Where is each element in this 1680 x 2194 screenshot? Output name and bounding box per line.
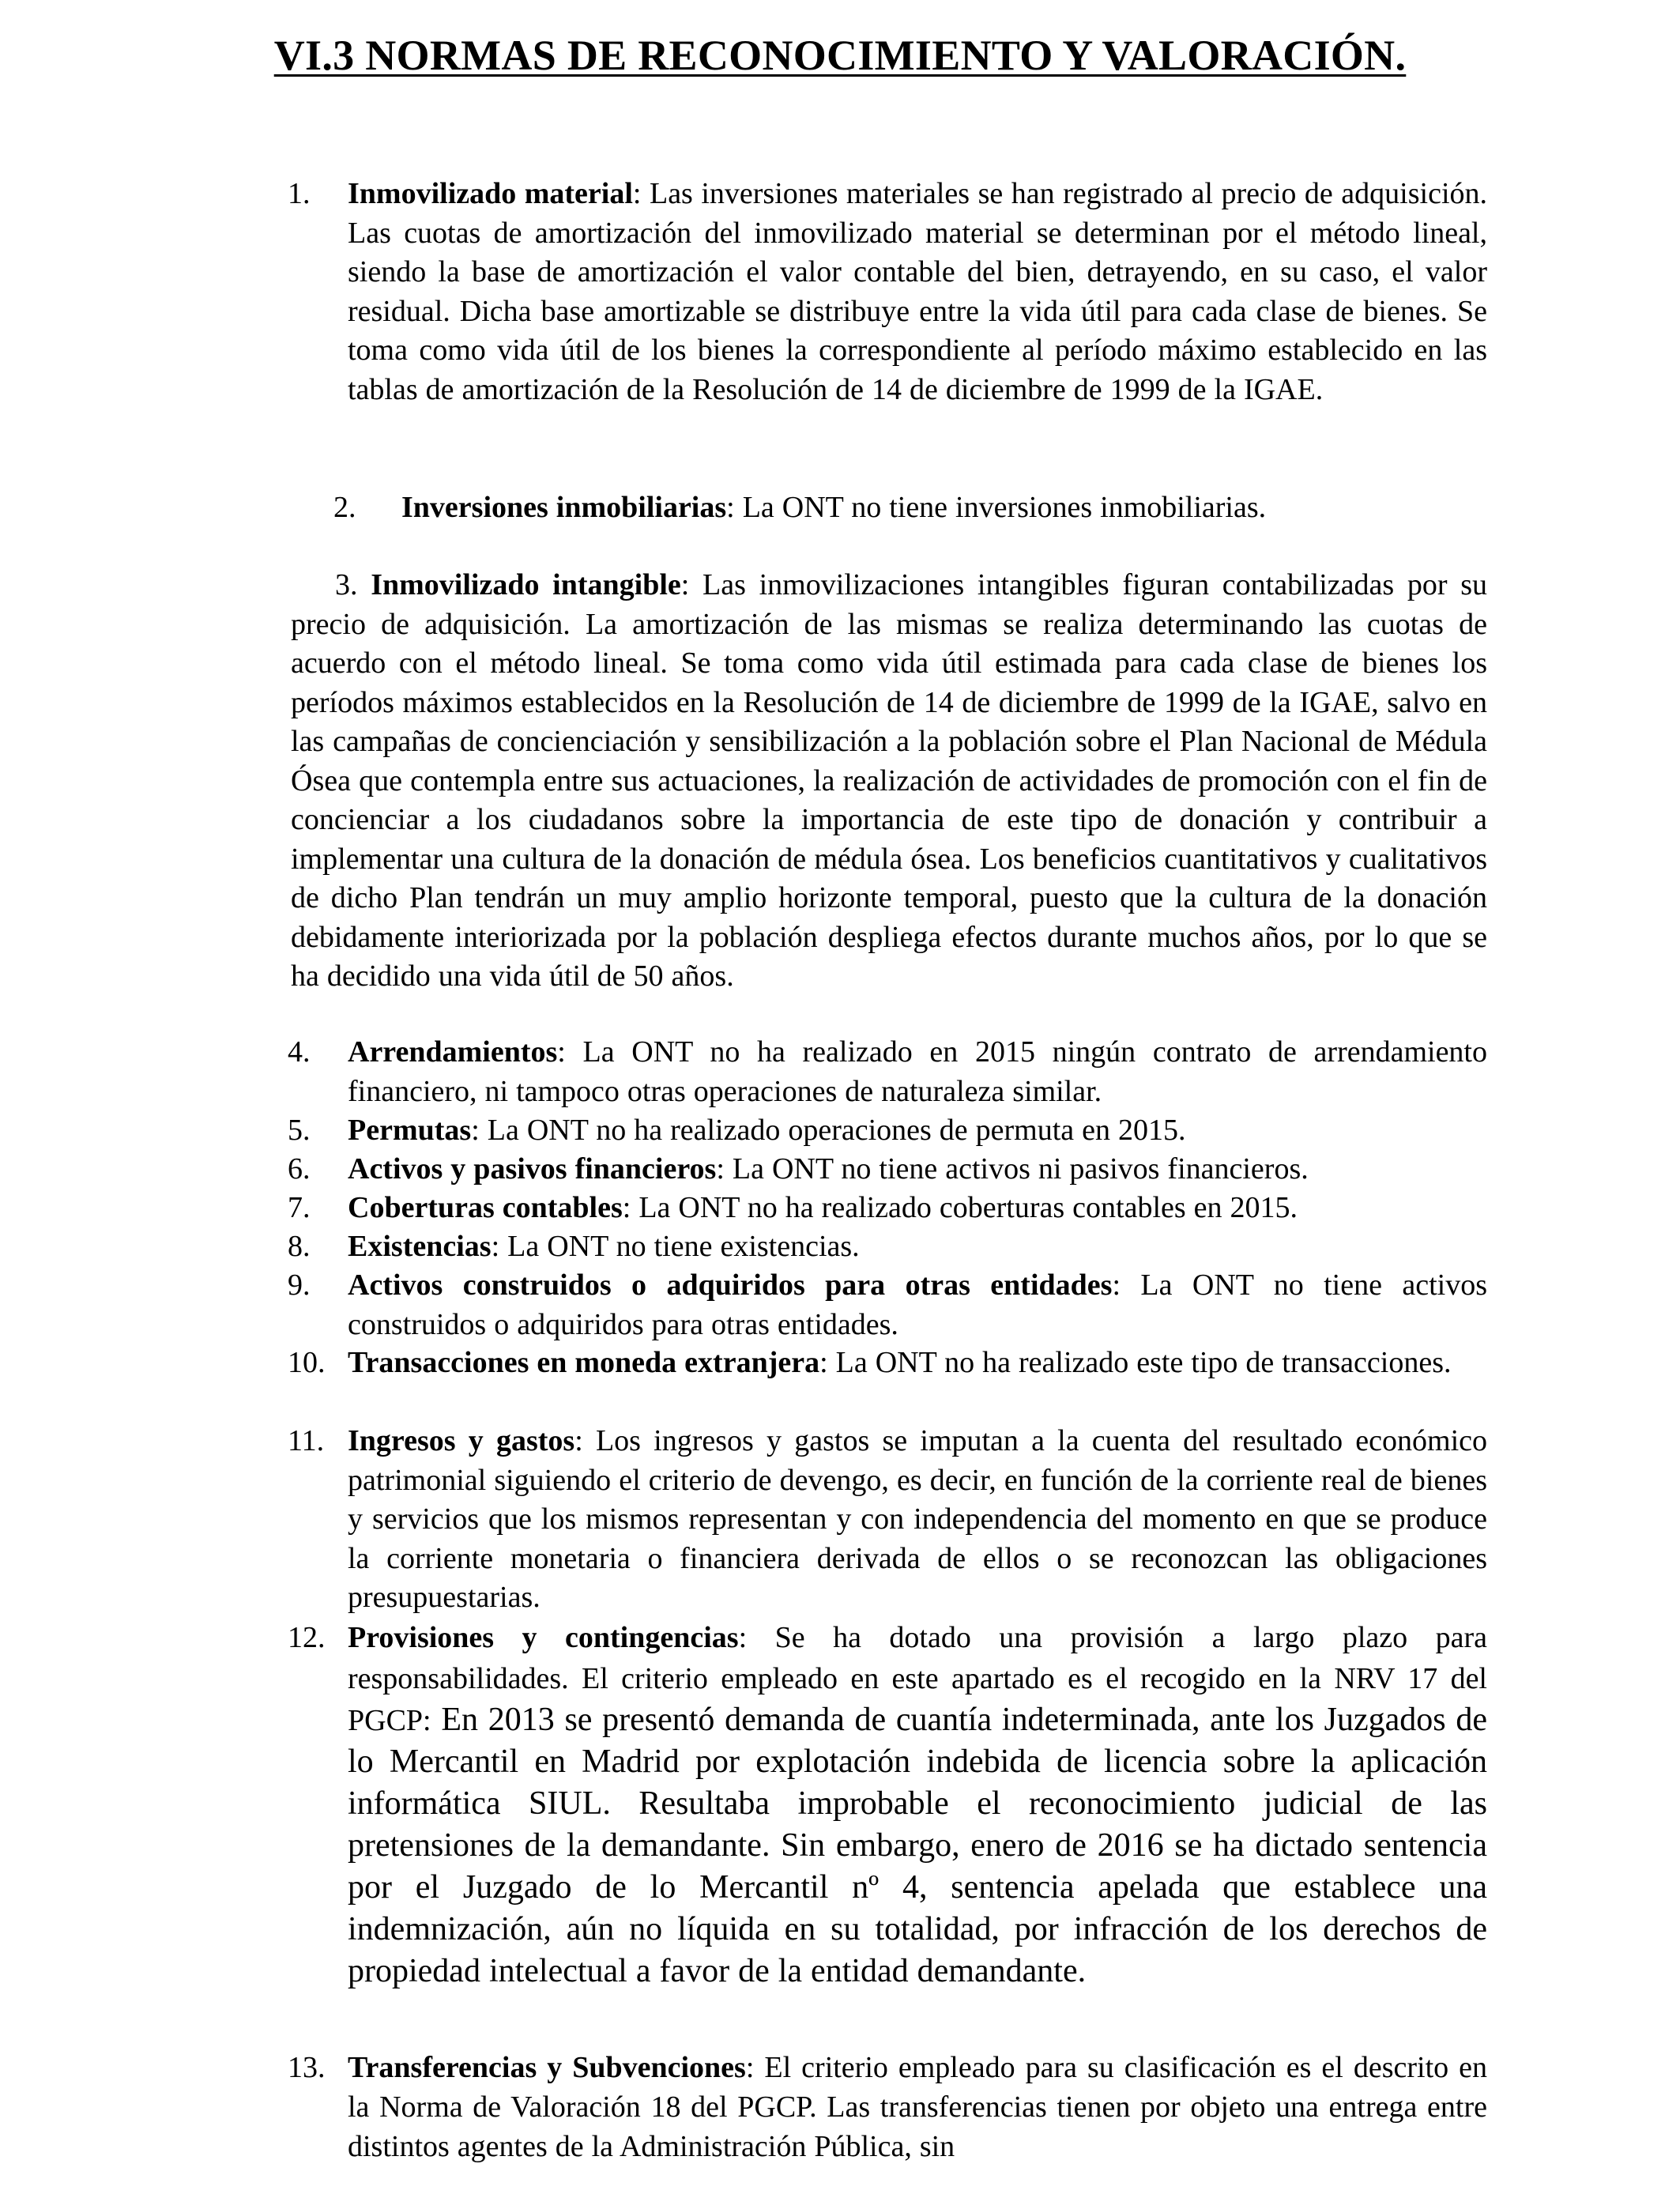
list-item (288, 1422, 1488, 1618)
item-body (401, 488, 1508, 527)
list-item (288, 2048, 1487, 2166)
item-term: Coberturas contables (348, 1191, 623, 1224)
item-text: : Se ha dotado una provisión a largo plazo para responsabilidades. El criterio empleado en este apartado es el recogido en la NRV 17 del PGCP: (348, 1621, 1487, 1737)
list-item (288, 1189, 1487, 1228)
item-body (348, 1617, 1487, 1992)
list-item (333, 488, 1508, 527)
item-term: Permutas (348, 1114, 472, 1147)
item-number: 4. (288, 1035, 311, 1069)
item-body (348, 1111, 1487, 1151)
item-text-larger: En 2013 se presentó demanda de cuantía indeterminada, ante los Juzgados de lo Mercantil en Madrid por explotación indebida de licencia sobre la aplicación informática SIUL. Resultaba improbable el reconocimiento judicial de las pretensiones de la demandante. Sin embargo, enero de 2016 se ha dictado sentencia por el Juzgado de lo Mercantil nº 4, sentencia apelada que establece una indemnización, aún no líquida en su totalidad, por infracción de los derechos de propiedad intelectual a favor de la entidad demandante. (348, 1702, 1487, 1989)
list-item (288, 1111, 1487, 1151)
list-item (288, 175, 1487, 409)
section-heading: VI.3 NORMAS DE RECONOCIMIENTO Y VALORACIÓN. (273, 32, 1407, 79)
item-term: Provisiones y contingencias (348, 1621, 739, 1654)
item-term: Ingresos y gastos (348, 1424, 575, 1457)
item-text: : La ONT no tiene activos ni pasivos financieros. (716, 1152, 1309, 1186)
item-body (291, 568, 1487, 993)
item-text: : La ONT no ha realizado este tipo de transacciones. (819, 1346, 1452, 1379)
item-number: 6. (288, 1152, 311, 1186)
item-body (348, 1422, 1487, 1618)
list-item (288, 1150, 1487, 1189)
item-body (348, 1344, 1487, 1383)
item-term: Inversiones inmobiliarias (401, 491, 727, 524)
list-item (288, 1033, 1487, 1111)
item-text: : Los ingresos y gastos se imputan a la cuenta del resultado económico patrimonial siguiendo el criterio de devengo, es decir, en función de la corriente real de bienes y servicios que los mismos representan y con independencia del momento en que se produce la corriente monetaria o financiera derivada de ellos o se reconozcan las obligaciones presupuestarias. (348, 1424, 1488, 1614)
item-text: : La ONT no ha realizado coberturas contables en 2015. (622, 1191, 1298, 1224)
item-body (348, 175, 1487, 409)
item-text: : El criterio empleado para su clasificación es el descrito en la Norma de Valoración 18 del PGCP. Las transferencias tienen por objeto una entrega entre distintos agentes de la Administración Pública, sin (348, 2051, 1487, 2163)
item-number: 11. (288, 1424, 325, 1457)
item-text: : La ONT no ha realizado en 2015 ningún contrato de arrendamiento financiero, ni tampoco otras operaciones de naturaleza similar. (348, 1035, 1487, 1108)
item-text: : La ONT no tiene activos construidos o adquiridos para otras entidades. (348, 1269, 1488, 1341)
item-number: 7. (288, 1191, 311, 1224)
item-body (348, 2048, 1487, 2166)
item-number: 9. (288, 1269, 311, 1302)
item-term: Activos construidos o adquiridos para otras entidades (348, 1269, 1113, 1302)
item-text: : Las inversiones materiales se han registrado al precio de adquisición. Las cuotas de amortización del inmovilizado material se determinan por el método lineal, siendo la base de amortización el valor contable del bien, detrayendo, en su caso, el valor residual. Dicha base amortizable se distribuye entre la vida útil para cada clase de bienes. Se toma como vida útil de los bienes la correspondiente al período máximo establecido en las tablas de amortización de la Resolución de 14 de diciembre de 1999 de la IGAE. (348, 177, 1487, 406)
item-body (348, 1227, 1487, 1267)
item-term: Activos y pasivos financieros (348, 1152, 717, 1186)
item-body (348, 1033, 1487, 1111)
item-text: : La ONT no ha realizado operaciones de permuta en 2015. (471, 1114, 1186, 1147)
list-item (288, 1344, 1487, 1383)
item-text: : Las inmovilizaciones intangibles figuran contabilizadas por su precio de adquisición. La amortización de las mismas se realiza determinando las cuotas de acuerdo con el método lineal. Se toma como vida útil estimada para cada clase de bienes los períodos máximos establecidos en la Resolución de 14 de diciembre de 1999 de la IGAE, salvo en las campañas de concienciación y sensibilización a la población sobre el Plan Nacional de Médula Ósea que contempla entre sus actuaciones, la realización de actividades de promoción con el fin de concienciar a los ciudadanos sobre la importancia de este tipo de donación y contribuir a implementar una cultura de la donación de médula ósea. Los beneficios cuantitativos y cualitativos de dicho Plan tendrán un muy amplio horizonte temporal, puesto que la cultura de la donación debidamente interiorizada por la población despliega efectos durante muchos años, por lo que se ha decidido una vida útil de 50 años. (291, 568, 1488, 993)
item-text: : La ONT no tiene existencias. (491, 1230, 860, 1263)
item-body (348, 1189, 1487, 1228)
item-body (348, 1266, 1487, 1344)
item-body (348, 1150, 1487, 1189)
item-number: 12. (288, 1621, 326, 1654)
item-term: Transferencias y Subvenciones (348, 2051, 746, 2084)
item-term: Inmovilizado intangible (371, 568, 681, 601)
item-number: 10. (288, 1346, 326, 1379)
item-text: : La ONT no tiene inversiones inmobiliarias. (726, 491, 1267, 524)
item-term: Transacciones en moneda extranjera (348, 1346, 820, 1379)
item-number: 5. (288, 1114, 311, 1147)
list-item (288, 1266, 1488, 1344)
item-number: 3. (335, 568, 358, 601)
item-number: 2. (333, 491, 356, 524)
item-number: 1. (288, 177, 311, 210)
item-term: Existencias (348, 1230, 492, 1263)
item-number: 13. (288, 2051, 326, 2084)
list-item (288, 1617, 1487, 1992)
item-term: Inmovilizado material (348, 177, 633, 210)
list-item (291, 566, 1487, 997)
item-number: 8. (288, 1230, 311, 1263)
list-item (288, 1227, 1487, 1267)
item-term: Arrendamientos (348, 1035, 558, 1069)
